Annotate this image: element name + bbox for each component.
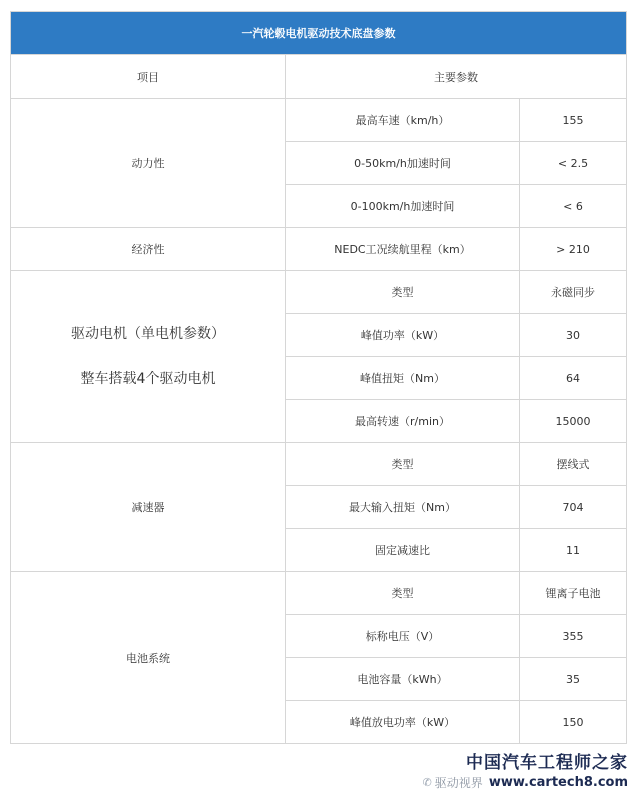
table-row bbox=[11, 99, 627, 142]
category-line: 整车搭载4个驱动电机 bbox=[80, 370, 216, 387]
table-row bbox=[11, 443, 627, 486]
param-cell: 类型 bbox=[286, 271, 520, 314]
param-cell: NEDC工况续航里程（km） bbox=[286, 228, 520, 271]
watermark-row bbox=[423, 774, 628, 791]
watermark-wechat: 驱动视界 bbox=[434, 776, 483, 790]
category-cell: 电池系统 bbox=[11, 572, 286, 744]
param-cell: 固定减速比 bbox=[286, 529, 520, 572]
param-cell: 峰值功率（kW） bbox=[286, 314, 520, 357]
param-cell: 峰值扭矩（Nm） bbox=[286, 357, 520, 400]
param-cell: 峰值放电功率（kW） bbox=[286, 701, 520, 744]
wechat-icon: ✆ bbox=[422, 776, 432, 789]
watermark-brand: 中国汽车工程师之家 bbox=[466, 753, 628, 773]
value-cell: 35 bbox=[520, 658, 627, 701]
table-row bbox=[11, 572, 627, 615]
category-cell: 动力性 bbox=[11, 99, 286, 228]
table-title: 一汽轮毂电机驱动技术底盘参数 bbox=[11, 12, 627, 55]
param-cell: 0-50km/h加速时间 bbox=[286, 142, 520, 185]
category-line: 驱动电机（单电机参数） bbox=[71, 325, 225, 342]
header-item: 项目 bbox=[11, 55, 286, 99]
value-cell: 15000 bbox=[520, 400, 627, 443]
value-cell: 30 bbox=[520, 314, 627, 357]
value-cell: 64 bbox=[520, 357, 627, 400]
spec-table-body bbox=[11, 12, 627, 744]
value-cell: < 6 bbox=[520, 185, 627, 228]
watermark-url: www.cartech8.com bbox=[488, 775, 628, 790]
param-cell: 最高转速（r/min） bbox=[286, 400, 520, 443]
param-cell: 类型 bbox=[286, 572, 520, 615]
value-cell: < 2.5 bbox=[520, 142, 627, 185]
value-cell: 锂离子电池 bbox=[520, 572, 627, 615]
value-cell: 155 bbox=[520, 99, 627, 142]
param-cell: 电池容量（kWh） bbox=[286, 658, 520, 701]
value-cell: 永磁同步 bbox=[520, 271, 627, 314]
param-cell: 类型 bbox=[286, 443, 520, 486]
param-cell: 最高车速（km/h） bbox=[286, 99, 520, 142]
param-cell: 最大输入扭矩（Nm） bbox=[286, 486, 520, 529]
category-cell: 经济性 bbox=[11, 228, 286, 271]
category-cell: 减速器 bbox=[11, 443, 286, 572]
param-cell: 0-100km/h加速时间 bbox=[286, 185, 520, 228]
title-row bbox=[11, 12, 627, 55]
table-row bbox=[11, 228, 627, 271]
category-cell bbox=[11, 271, 286, 443]
spec-table bbox=[10, 11, 627, 744]
value-cell: 摆线式 bbox=[520, 443, 627, 486]
header-row bbox=[11, 55, 627, 99]
value-cell: 150 bbox=[520, 701, 627, 744]
table-row bbox=[11, 271, 627, 314]
value-cell: 704 bbox=[520, 486, 627, 529]
value-cell: 11 bbox=[520, 529, 627, 572]
value-cell: > 210 bbox=[520, 228, 627, 271]
value-cell: 355 bbox=[520, 615, 627, 658]
header-params: 主要参数 bbox=[286, 55, 627, 99]
param-cell: 标称电压（V） bbox=[286, 615, 520, 658]
watermark bbox=[423, 748, 628, 791]
